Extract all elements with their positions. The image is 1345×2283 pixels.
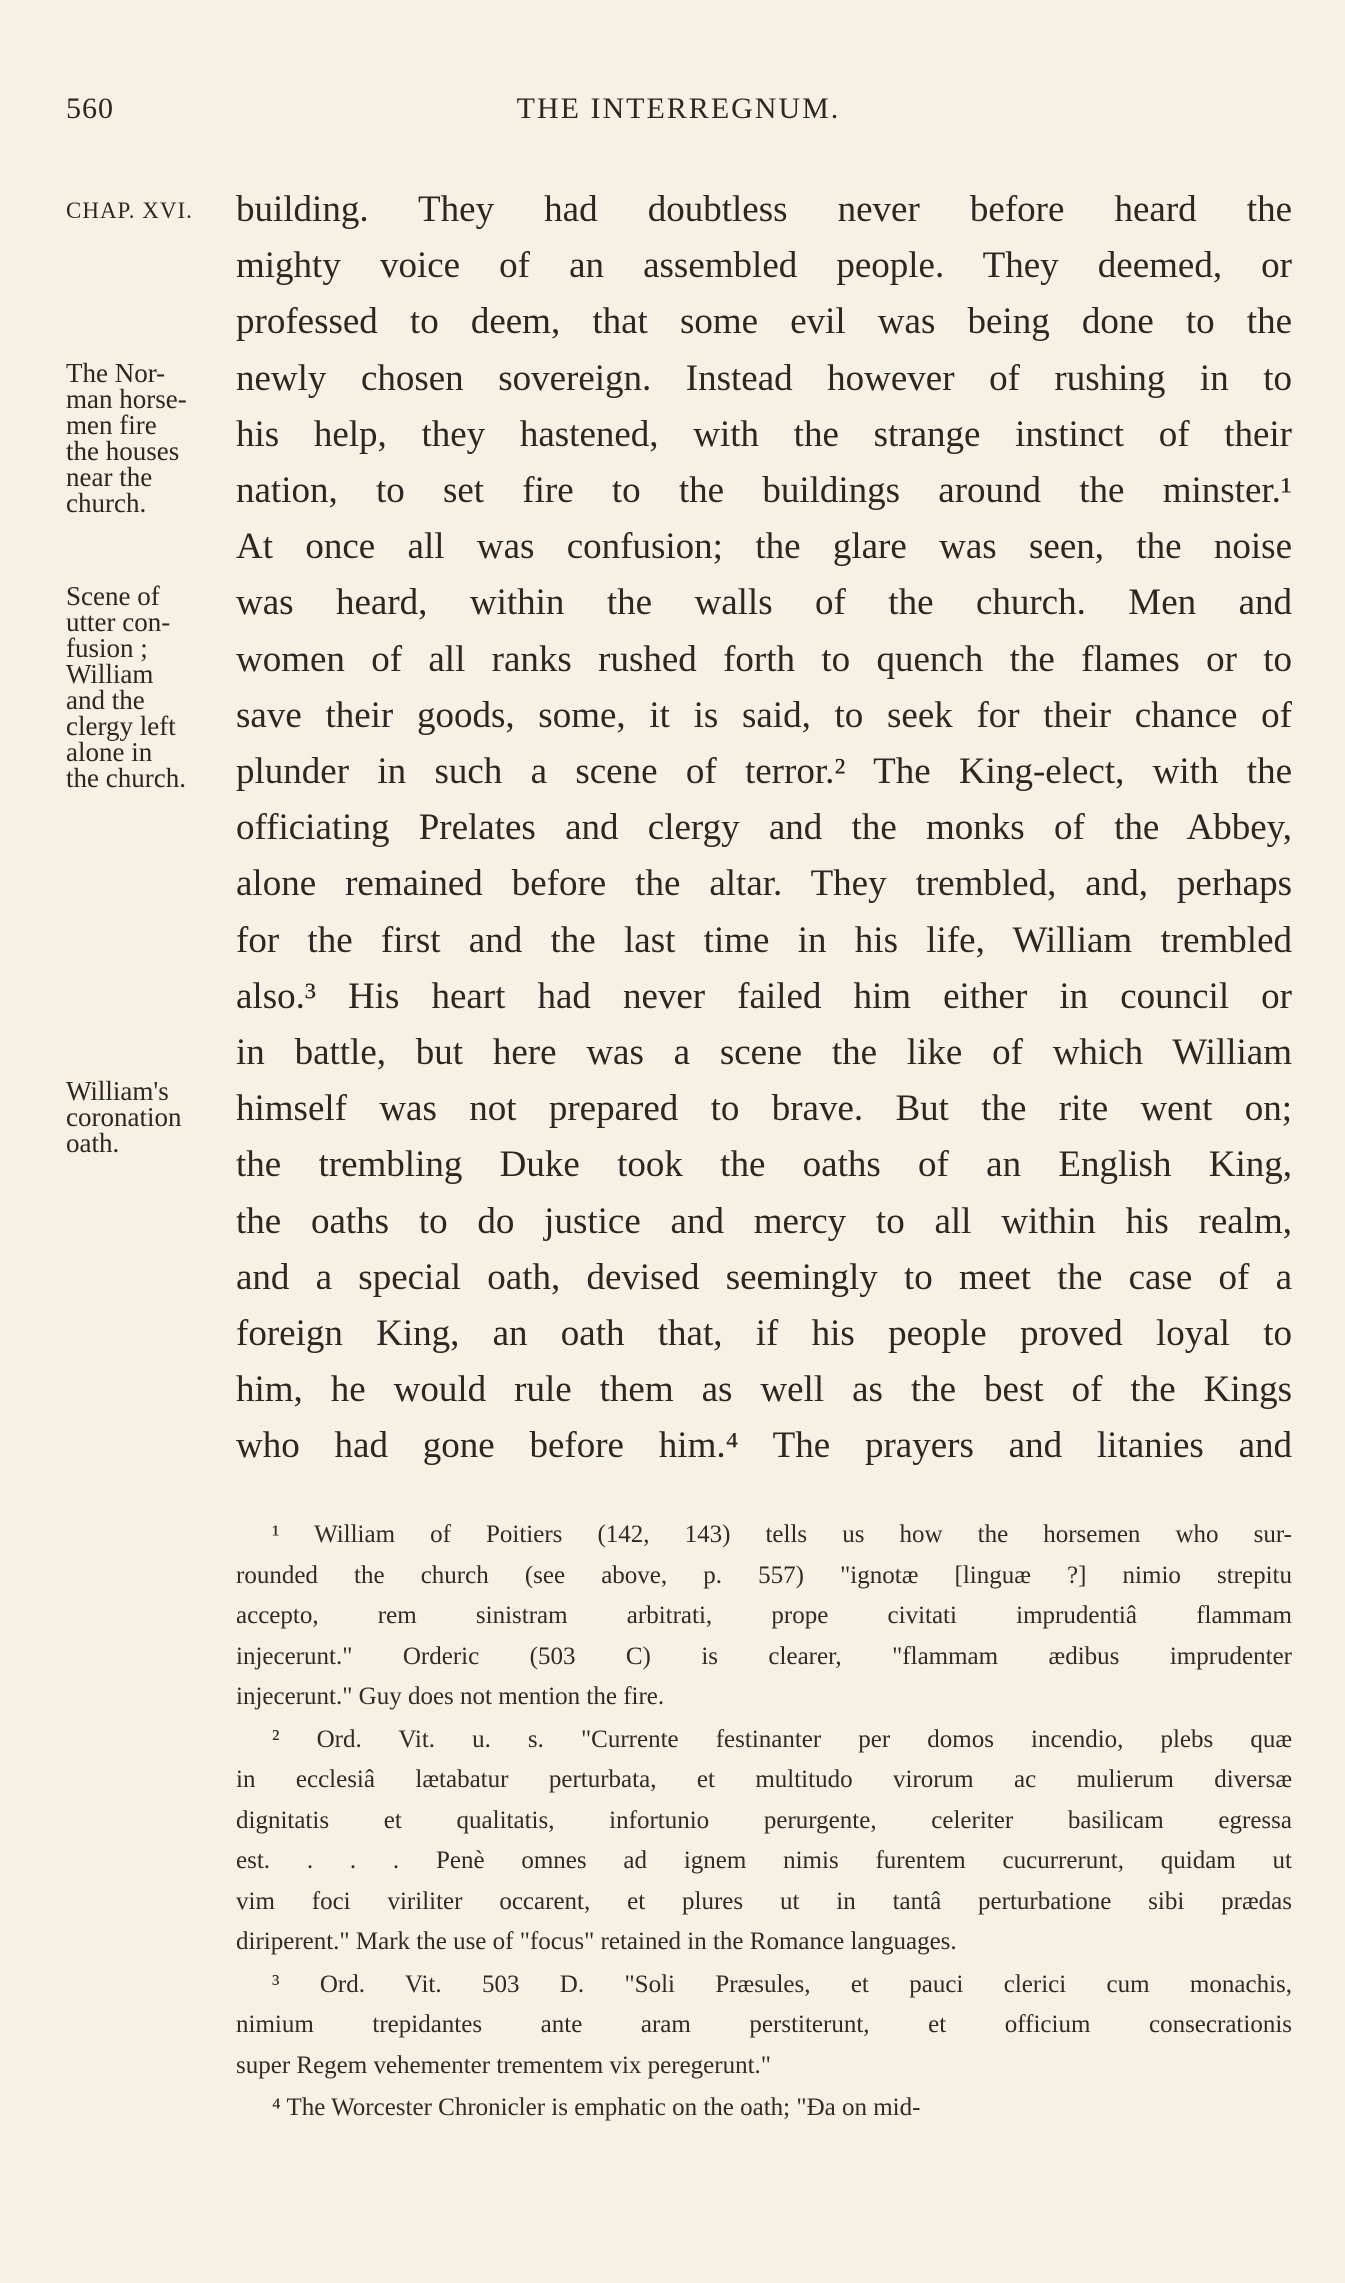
body-line: also.³ His heart had never failed him either in council or: [236, 975, 1292, 1017]
marginal-note-line: men fire: [66, 410, 157, 440]
footnote-line: vim foci viriliter occarent, et plures ut in tantâ perturbatione sibi prædas: [236, 1887, 1292, 1915]
body-line: was heard, within the walls of the church. Men and: [236, 582, 1292, 624]
page-number: 560: [66, 92, 114, 125]
body-line: professed to deem, that some evil was being done to the: [236, 301, 1292, 343]
footnote-line: injecerunt." Orderic (503 C) is clearer, "flammam ædibus imprudenter: [236, 1642, 1292, 1670]
marginal-note-line: church.: [66, 488, 147, 518]
body-line: women of all ranks rushed forth to quench the flames or to: [236, 638, 1292, 680]
footnote-line: ¹ William of Poitiers (142, 143) tells us how the horsemen who sur-: [272, 1521, 1292, 1548]
body-line: the trembling Duke took the oaths of an English King,: [236, 1144, 1292, 1186]
body-text: [236, 182, 1292, 1475]
footnote-line: accepto, rem sinistram arbitrati, prope civitati imprudentiâ flammam: [236, 1602, 1292, 1629]
marginal-note-line: and the: [66, 685, 145, 715]
footnote-line: injecerunt." Guy does not mention the fire.: [236, 1683, 665, 1710]
marginal-note-line: the houses: [66, 436, 180, 466]
footnote-line: ³ Ord. Vit. 503 D. "Soli Præsules, et pauci clerici cum monachis,: [272, 1970, 1292, 1998]
body-line: At once all was confusion; the glare was seen, the noise: [236, 526, 1292, 568]
marginal-note-line: man horse-: [66, 384, 187, 414]
marginal-note-line: the church.: [66, 763, 186, 793]
footnote-line: in ecclesiâ lætabatur perturbata, et multitudo virorum ac mulierum diversæ: [236, 1766, 1292, 1793]
marginal-note-line: clergy left: [66, 711, 176, 741]
footnote-line: dignitatis et qualitatis, infortunio perurgente, celeriter basilicam egressa: [236, 1806, 1292, 1834]
marginal-note-line: oath.: [66, 1128, 120, 1158]
marginal-note-line: coronation: [66, 1102, 182, 1132]
footnote-line: ² Ord. Vit. u. s. "Currente festinanter per domos incendio, plebs quæ: [272, 1725, 1292, 1753]
body-line: save their goods, some, it is said, to seek for their chance of: [236, 694, 1292, 736]
body-line: him, he would rule them as well as the best of the Kings: [236, 1369, 1292, 1411]
footnote: [236, 1515, 1292, 1718]
body-line: his help, they hastened, with the strange instinct of their: [236, 413, 1292, 455]
body-line: who had gone before him.⁴ The prayers and litanies and: [236, 1425, 1292, 1467]
footnote-line: rounded the church (see above, p. 557) "ignotæ [linguæ ?] nimio strepitu: [236, 1561, 1292, 1589]
footnote-line: nimium trepidantes ante aram perstiterunt, et officium consecrationis: [236, 2011, 1292, 2038]
body-line: nation, to set fire to the buildings around the minster.¹: [236, 470, 1292, 512]
chapter-marker: CHAP. XVI.: [66, 198, 193, 223]
body-line: plunder in such a scene of terror.² The King-elect, with the: [236, 751, 1292, 793]
marginal-note-line: The Nor-: [66, 358, 166, 388]
marginal-note-line: William: [66, 659, 154, 689]
body-line: alone remained before the altar. They trembled, and, perhaps: [236, 863, 1292, 905]
body-line: for the first and the last time in his life, William trembled: [236, 919, 1292, 961]
body-line: building. They had doubtless never before heard the: [236, 189, 1292, 230]
footnote-line: diriperent." Mark the use of "focus" retained in the Romance languages.: [236, 1928, 957, 1955]
body-line: newly chosen sovereign. Instead however of rushing in to: [236, 357, 1292, 399]
footnote: [236, 1965, 1292, 2087]
marginal-note-line: near the: [66, 462, 153, 492]
footnotes: [236, 1515, 1292, 2131]
marginal-note-line: alone in: [66, 737, 153, 767]
footnote-line: super Regem vehementer trementem vix peregerunt.": [236, 2051, 771, 2079]
marginal-note-line: Scene of: [66, 581, 160, 611]
footnote-line: ⁴ The Worcester Chronicler is emphatic on the oath; "Ða on mid-: [272, 2094, 921, 2121]
marginal-note: [66, 360, 236, 516]
marginal-note-line: utter con-: [66, 607, 171, 637]
body-line: himself was not prepared to brave. But the rite went on;: [236, 1088, 1292, 1130]
marginal-note-line: William's: [66, 1076, 169, 1106]
body-line: in battle, but here was a scene the like of which William: [236, 1032, 1292, 1074]
marginal-note-line: fusion ;: [66, 633, 148, 663]
body-line: mighty voice of an assembled people. They deemed, or: [236, 245, 1292, 287]
running-title: THE INTERREGNUM.: [516, 92, 841, 125]
footnote: [236, 2088, 1292, 2129]
body-line: the oaths to do justice and mercy to all within his realm,: [236, 1200, 1292, 1242]
body-line: foreign King, an oath that, if his people proved loyal to: [236, 1313, 1292, 1355]
marginal-note: [66, 1078, 236, 1156]
footnote: [236, 1720, 1292, 1963]
body-line: and a special oath, devised seemingly to meet the case of a: [236, 1256, 1292, 1298]
running-head: [66, 92, 1291, 132]
body-line: officiating Prelates and clergy and the monks of the Abbey,: [236, 807, 1292, 849]
marginal-note: [66, 583, 236, 791]
footnote-line: est. . . . Penè omnes ad ignem nimis furentem cucurrerunt, quidam ut: [236, 1847, 1292, 1874]
